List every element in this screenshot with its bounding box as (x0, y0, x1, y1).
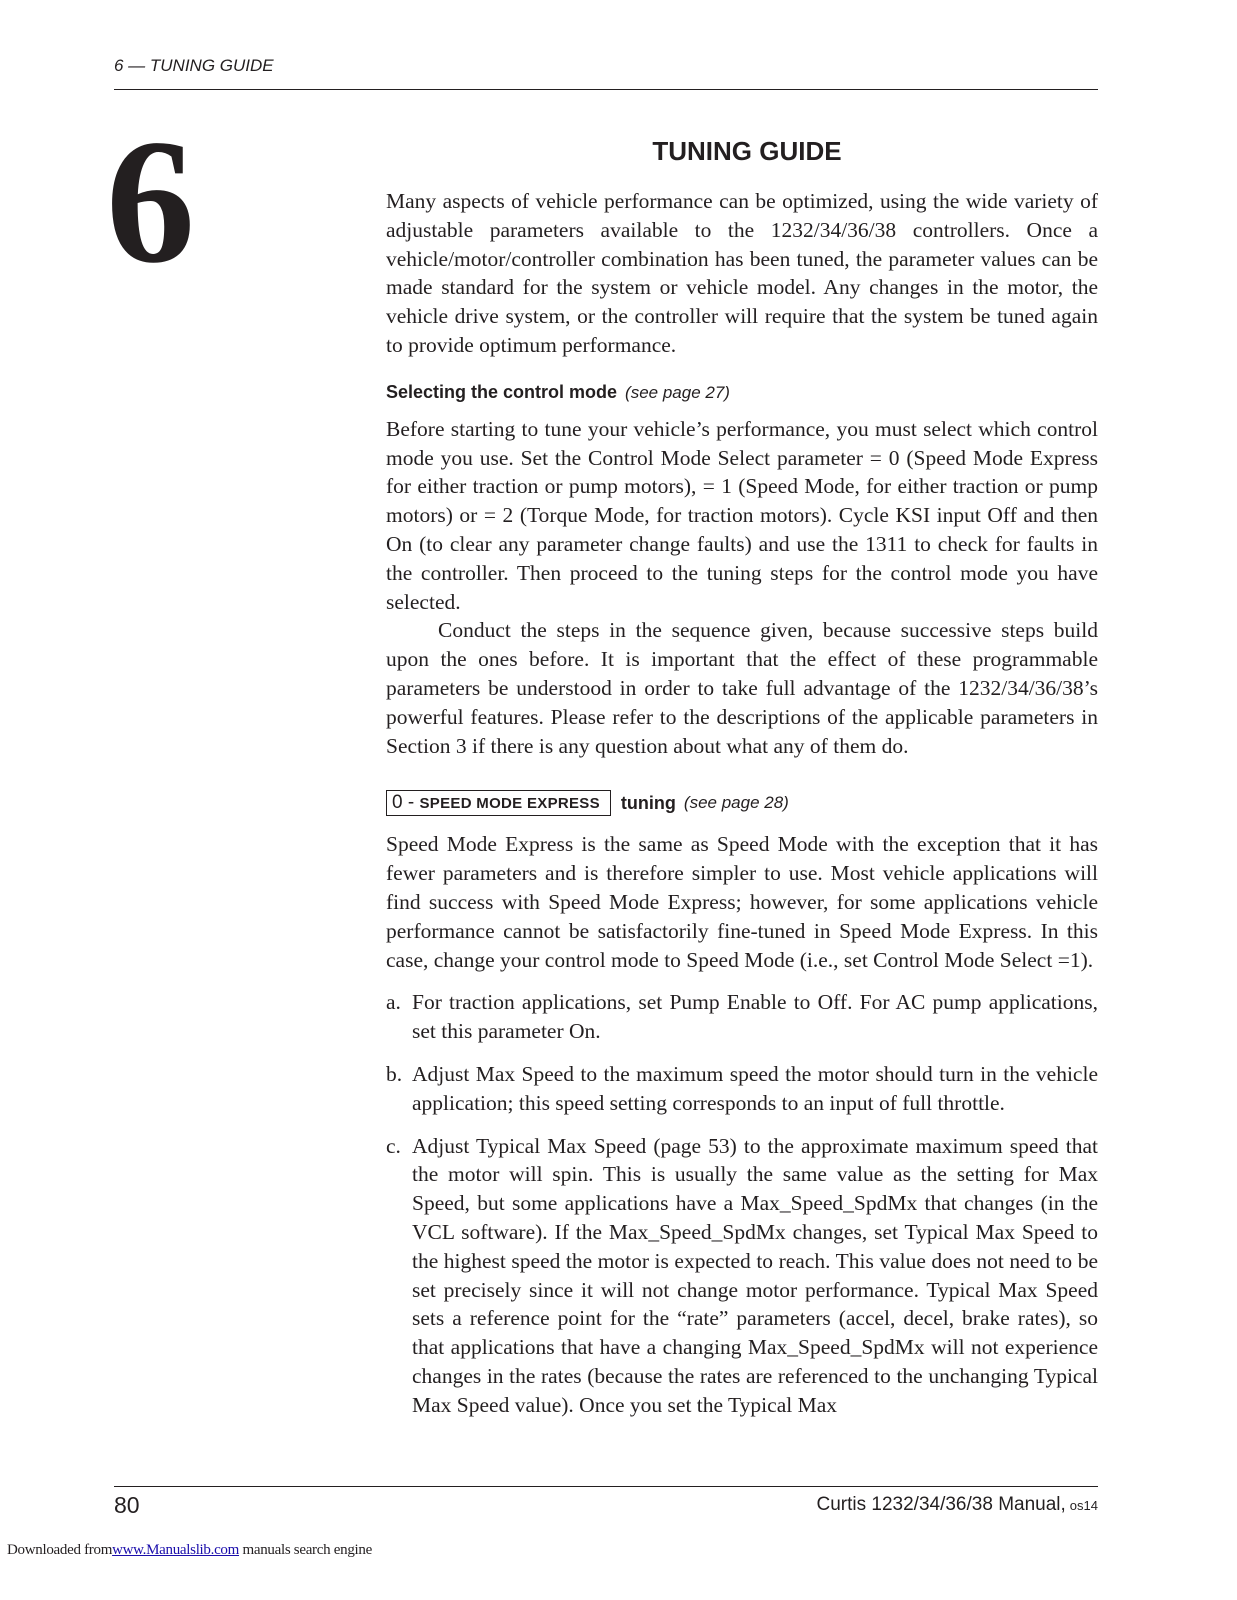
manual-title (817, 1494, 1098, 1516)
section-heading-text: Selecting the control mode (386, 381, 618, 402)
control-mode-paragraph-1: Before starting to tune your vehicle’s performance, you must select which control mode you use. Set the Control Mode Select parameter = 0 (Speed Mode Express for either traction or pump motors), = 1 (Speed Mode, for either traction or pump motors) or = 2 (Torque Mode, for traction motors). Cycle KSI input Off and then On (to clear any parameter change faults) and use the 1311 to check for faults in the controller. Then proceed to the tuning steps for the control mode you have selected. (386, 416, 1098, 614)
heading-word: tuning (620, 792, 676, 813)
list-item-label: a. (386, 990, 401, 1015)
manual-version: os14 (1069, 1498, 1098, 1513)
list-item-label: b. (386, 1061, 403, 1086)
mode-box (386, 790, 611, 816)
page-number: 80 (114, 1492, 140, 1518)
list-item (386, 1132, 1098, 1420)
running-head: 6 — TUNING GUIDE (114, 56, 274, 75)
main-content (386, 136, 1098, 1433)
download-suffix: manuals search engine (239, 1542, 372, 1558)
page-title: TUNING GUIDE (652, 136, 842, 166)
footer-rule (114, 1486, 1098, 1487)
chapter-number: 6 (106, 102, 195, 300)
tuning-steps-list (386, 988, 1098, 1419)
page-reference: (see page 28) (683, 793, 789, 813)
download-prefix: Downloaded from (7, 1542, 113, 1558)
intro-paragraph: Many aspects of vehicle performance can be optimized, using the wide variety of adjustable parameters available to the 1232/34/36/38 controllers. Once a vehicle/motor/controller combination has been tuned, the parameter values can be made standard for the system or vehicle model. Any changes in the motor, the vehicle drive system, or the controller will require that the system be tuned again to provide optimum performance. (386, 189, 1098, 357)
speed-express-paragraph: Speed Mode Express is the same as Speed Mode with the exception that it has fewer parameters and is therefore simpler to use. Most vehicle applications will find success with Speed Mode Express; however, for some applications vehicle performance cannot be satisfactorily fine-tuned in Speed Mode Express. In this case, change your control mode to Speed Mode (i.e., set Control Mode Select =1). (386, 832, 1098, 972)
list-item-text: Adjust Max Speed to the maximum speed the motor should turn in the vehicle application; this speed setting corresponds to an input of full throttle. (412, 1061, 1098, 1115)
mode-number: 0 - (392, 792, 415, 814)
list-item (386, 1060, 1098, 1118)
page-reference: (see page 27) (625, 382, 730, 402)
mode-label: SPEED MODE EXPRESS (419, 795, 600, 813)
section-heading-control-mode (386, 382, 1098, 403)
manualslib-link[interactable]: www.Manualslib.com (112, 1542, 240, 1558)
header-rule (114, 89, 1098, 90)
list-item-text: For traction applications, set Pump Enable to Off. For AC pump applications, set this parameter On. (412, 990, 1098, 1044)
download-footer (7, 1542, 372, 1559)
section-heading-speed-express (386, 790, 1098, 816)
list-item (386, 988, 1098, 1046)
manual-name: Curtis 1232/34/36/38 Manual, (816, 1494, 1066, 1515)
control-mode-paragraph-2: Conduct the steps in the sequence given, because successive steps build upon the ones before. It is important that the effect of these programmable parameters be understood in order to take full advantage of the 1232/34/36/38’s powerful features. Please refer to the descriptions of the applicable parameters in Section 3 if there is any question about what any of them do. (386, 618, 1098, 758)
list-item-label: c. (386, 1133, 401, 1158)
list-item-text: Adjust Typical Max Speed (page 53) to the approximate maximum speed that the motor will spin. This is usually the same value as the setting for Max Speed, but some applications have a Max_Speed_SpdMx that changes (in the VCL software). If the Max_Speed_SpdMx changes, set Typical Max Speed to the highest speed the motor is expected to reach. This value does not need to be set precisely since it will not change motor performance. Typical Max Speed sets a reference point for the “rate” parameters (accel, decel, brake rates), so that applications that have a changing Max_Speed_SpdMx will not experience changes in the rates (because the rates are referenced to the unchanging Typical Max Speed value). Once you set the Typical Max (412, 1133, 1098, 1417)
